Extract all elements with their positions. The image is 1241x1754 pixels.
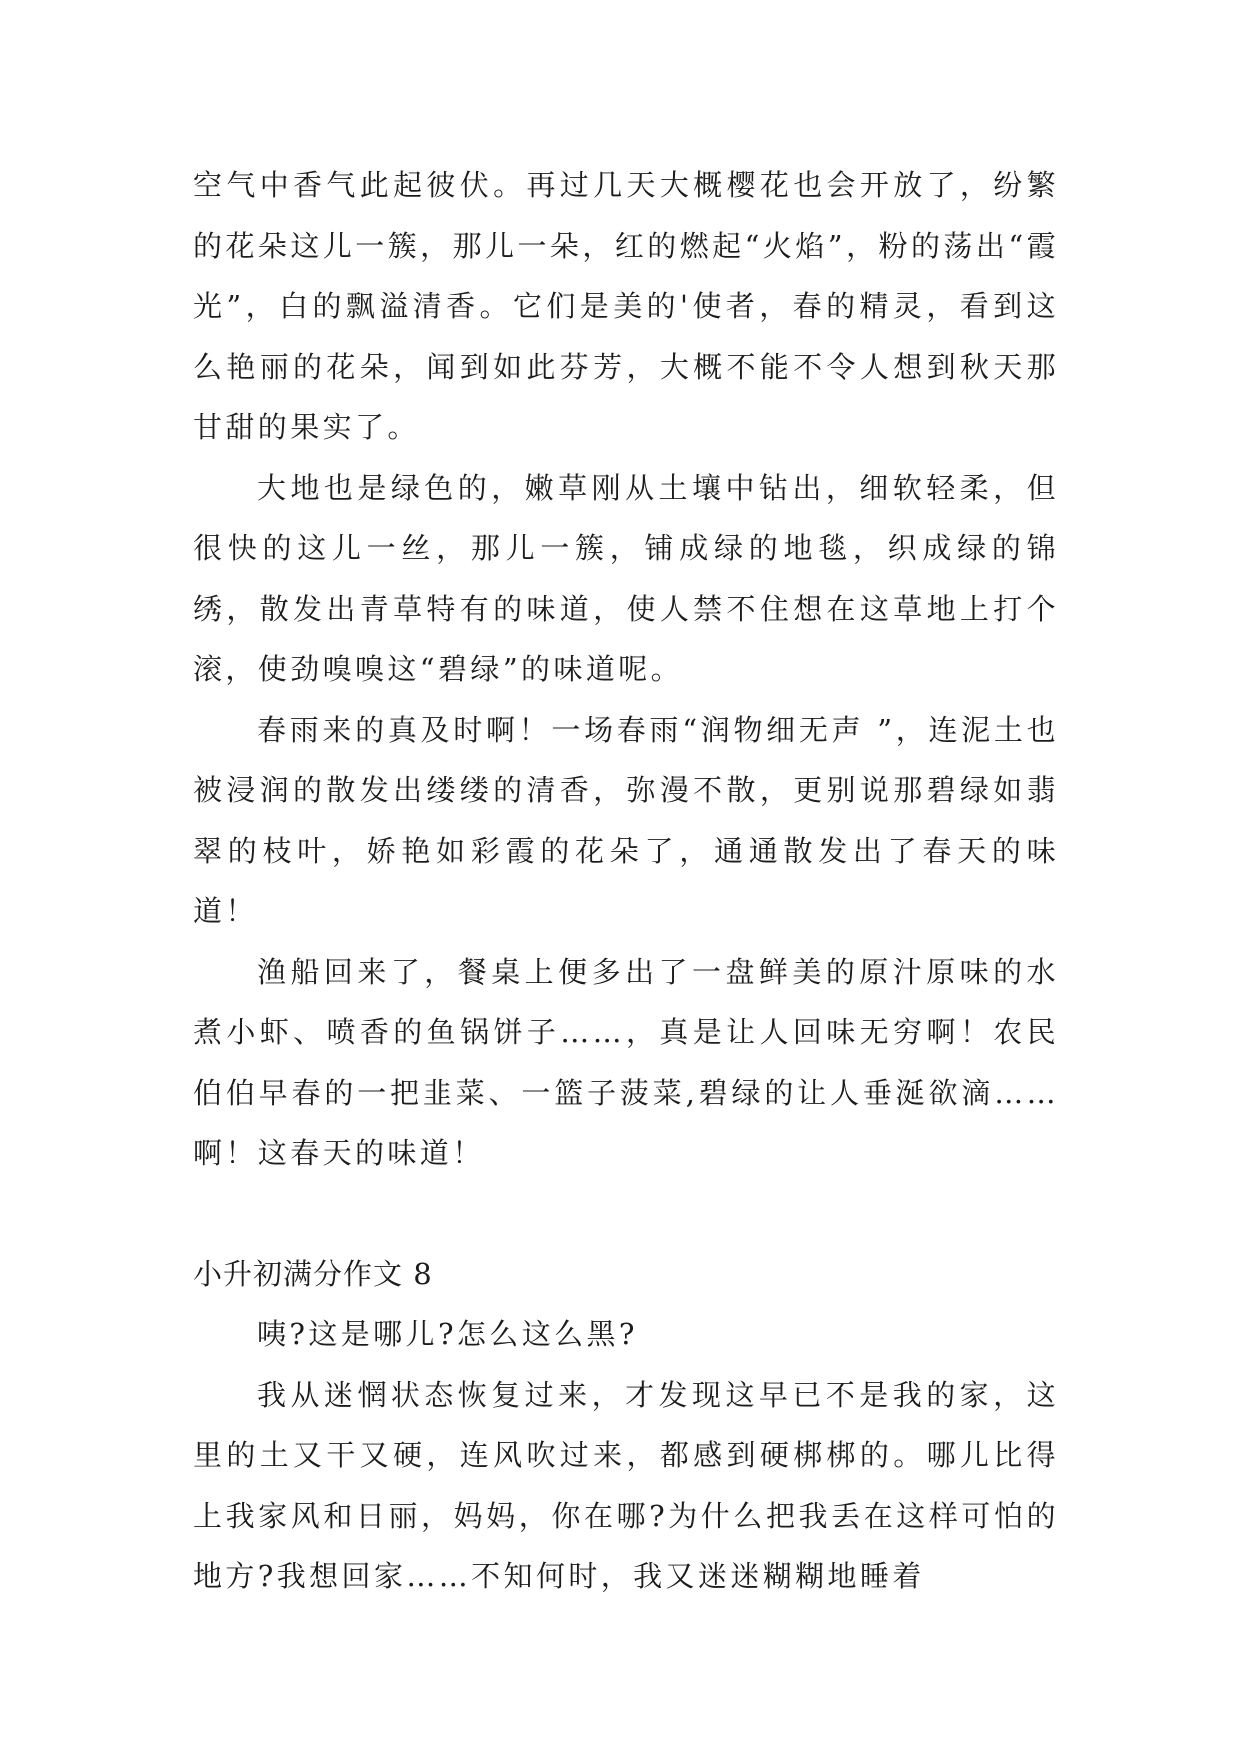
paragraph: 渔船回来了，餐桌上便多出了一盘鲜美的原汁原味的水煮小虾、喷香的鱼锅饼子……，真是让人回味无穷啊！农民伯伯早春的一把韭菜、一篮子菠菜,碧绿的让人垂涎欲滴……啊！这春天的味道！ xyxy=(193,954,1059,1170)
paragraph: 大地也是绿色的，嫩草刚从土壤中钻出，细软轻柔，但很快的这儿一丝，那儿一簇，铺成绿的地毯，织成绿的锦绣，散发出青草特有的味道，使人禁不住想在这草地上打个滚，使劲嗅嗅这“碧绿”的味道呢。 xyxy=(193,470,1059,686)
document-body xyxy=(193,155,1059,1607)
section-heading: 小升初满分作文 8 xyxy=(193,1256,433,1291)
paragraph: 咦?这是哪儿?怎么这么黑? xyxy=(257,1317,638,1351)
paragraph: 空气中香气此起彼伏。再过几天大概樱花也会开放了，纷繁的花朵这儿一簇，那儿一朵，红的燃起“火焰”，粉的荡出“霞光”，白的飘溢清香。它们是美的'使者，春的精灵，看到这么艳丽的花朵，闻到如此芬芳，大概不能不令人想到秋天那甘甜的果实了。 xyxy=(193,168,1059,444)
paragraph: 春雨来的真及时啊！一场春雨“润物细无声 ”，连泥土也被浸润的散发出缕缕的清香，弥漫不散，更别说那碧绿如翡翠的枝叶，娇艳如彩霞的花朵了，通通散发出了春天的味道！ xyxy=(193,712,1059,928)
paragraph: 我从迷惘状态恢复过来，才发现这早已不是我的家，这里的土又干又硬，连风吹过来，都感到硬梆梆的。哪儿比得上我家风和日丽，妈妈，你在哪?为什么把我丢在这样可怕的地方?我想回家……不知何时，我又迷迷糊糊地睡着 xyxy=(193,1377,1059,1593)
